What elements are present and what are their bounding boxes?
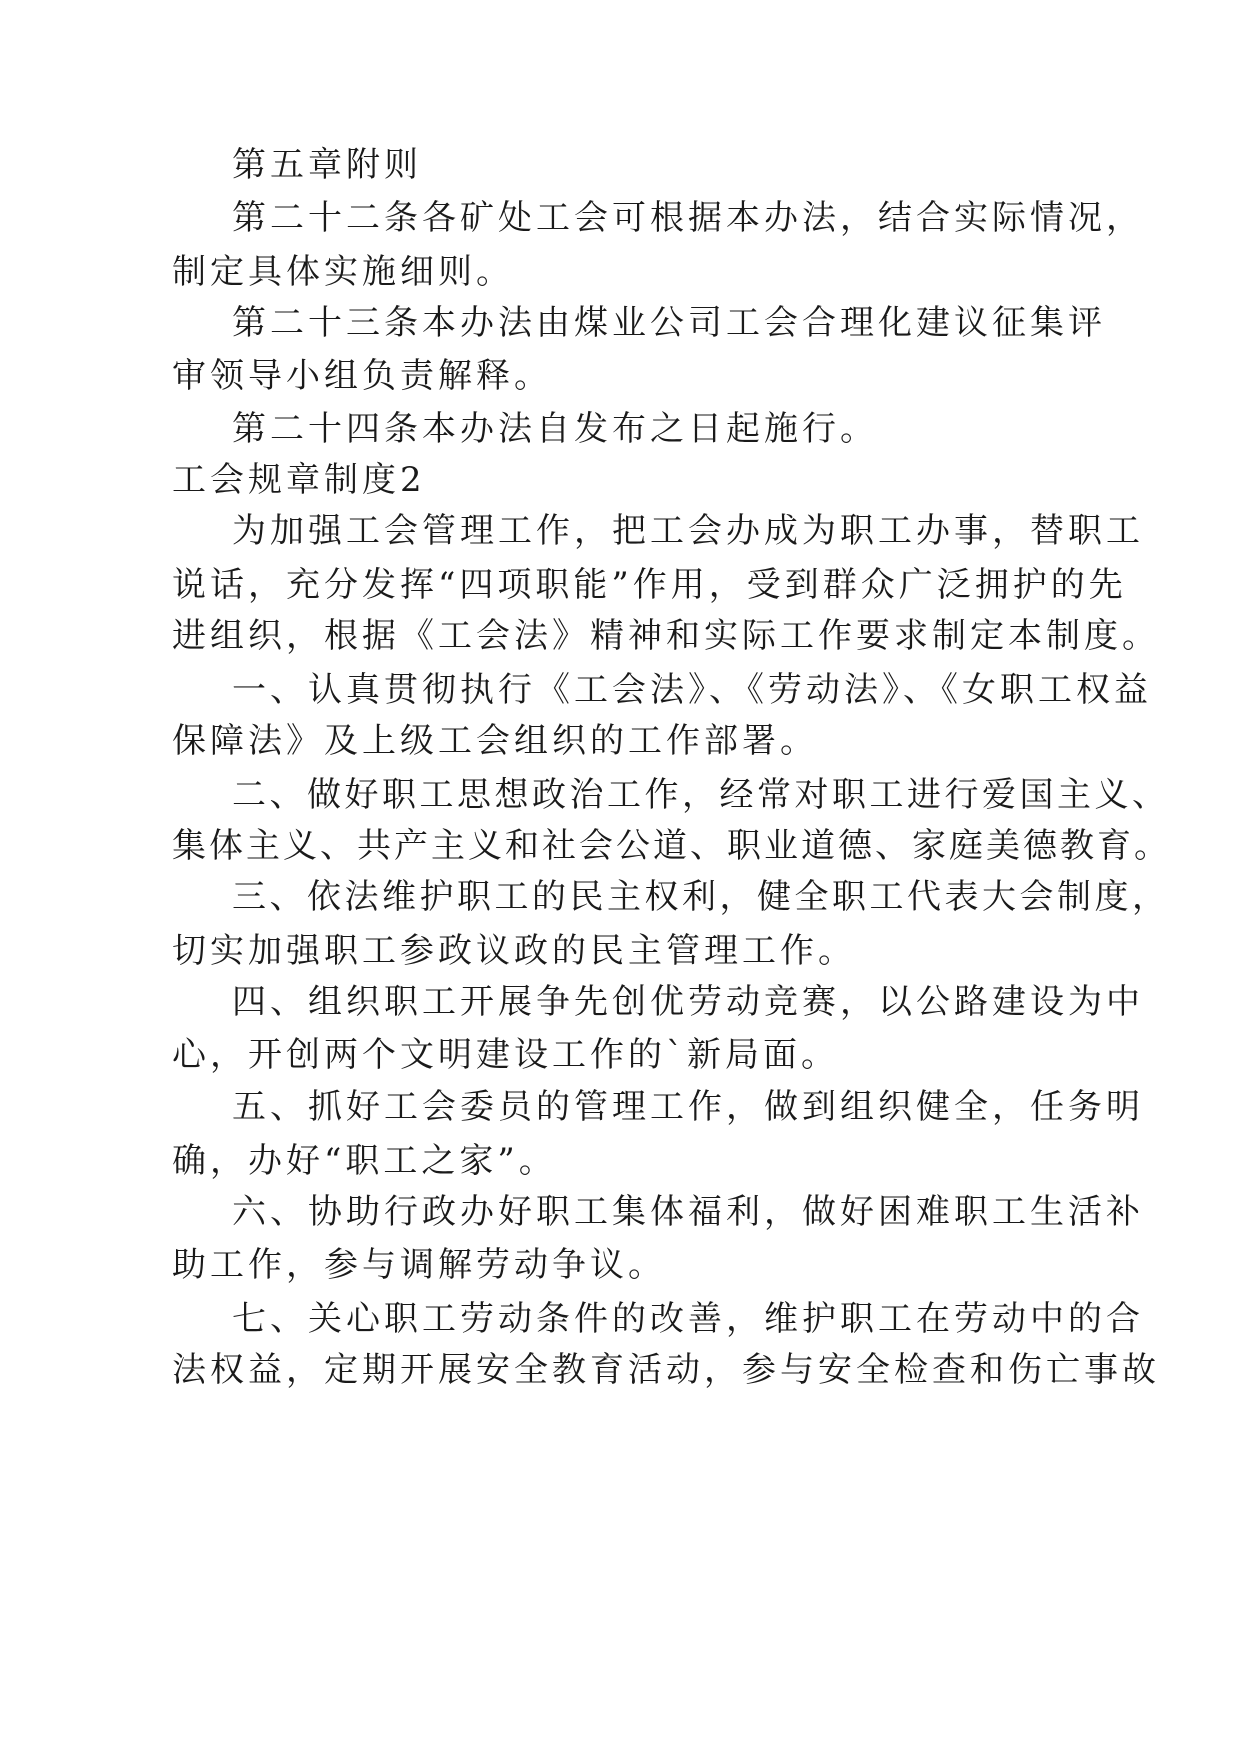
text-line: 保障法》及上级工会组织的工作部署。 xyxy=(172,721,818,761)
text-line: 第二十三条本办法由煤业公司工会合理化建议征集评 xyxy=(232,303,1106,343)
text-line: 三、依法维护职工的民主权利，健全职工代表大会制度， xyxy=(232,877,1170,917)
chapter-heading: 第五章附则 xyxy=(232,145,422,185)
text-line: 六、协助行政办好职工集体福利，做好困难职工生活补 xyxy=(232,1192,1144,1232)
text-line: 四、组织职工开展争先创优劳动竞赛，以公路建设为中 xyxy=(232,982,1144,1022)
text-line: 审领导小组负责解释。 xyxy=(172,356,552,396)
text-line: 法权益，定期开展安全教育活动，参与安全检查和伤亡事故 xyxy=(172,1350,1160,1390)
text-line: 一、认真贯彻执行《工会法》、《劳动法》、《女职工权益 xyxy=(232,670,1152,710)
text-line: 集体主义、共产主义和社会公道、职业道德、家庭美德教育。 xyxy=(172,826,1171,866)
text-line: 五、抓好工会委员的管理工作，做到组织健全，任务明 xyxy=(232,1087,1144,1127)
text-line: 心，开创两个文明建设工作的`新局面。 xyxy=(172,1035,839,1075)
text-line: 助工作，参与调解劳动争议。 xyxy=(172,1245,666,1285)
text-line: 进组织，根据《工会法》精神和实际工作要求制定本制度。 xyxy=(172,616,1160,656)
text-line: 说话，充分发挥“四项职能”作用，受到群众广泛拥护的先 xyxy=(172,565,1127,605)
text-line: 第二十四条本办法自发布之日起施行。 xyxy=(232,409,878,449)
text-line: 切实加强职工参政议政的民主管理工作。 xyxy=(172,931,856,971)
text-line: 制定具体实施细则。 xyxy=(172,252,514,292)
section-heading: 工会规章制度2 xyxy=(172,460,426,500)
text-line: 为加强工会管理工作，把工会办成为职工办事，替职工 xyxy=(232,511,1144,551)
text-line: 确，办好“职工之家”。 xyxy=(172,1141,557,1181)
text-line: 七、关心职工劳动条件的改善，维护职工在劳动中的合 xyxy=(232,1299,1144,1339)
text-line: 二、做好职工思想政治工作，经常对职工进行爱国主义、 xyxy=(232,775,1170,815)
text-line: 第二十二条各矿处工会可根据本办法，结合实际情况， xyxy=(232,198,1144,238)
